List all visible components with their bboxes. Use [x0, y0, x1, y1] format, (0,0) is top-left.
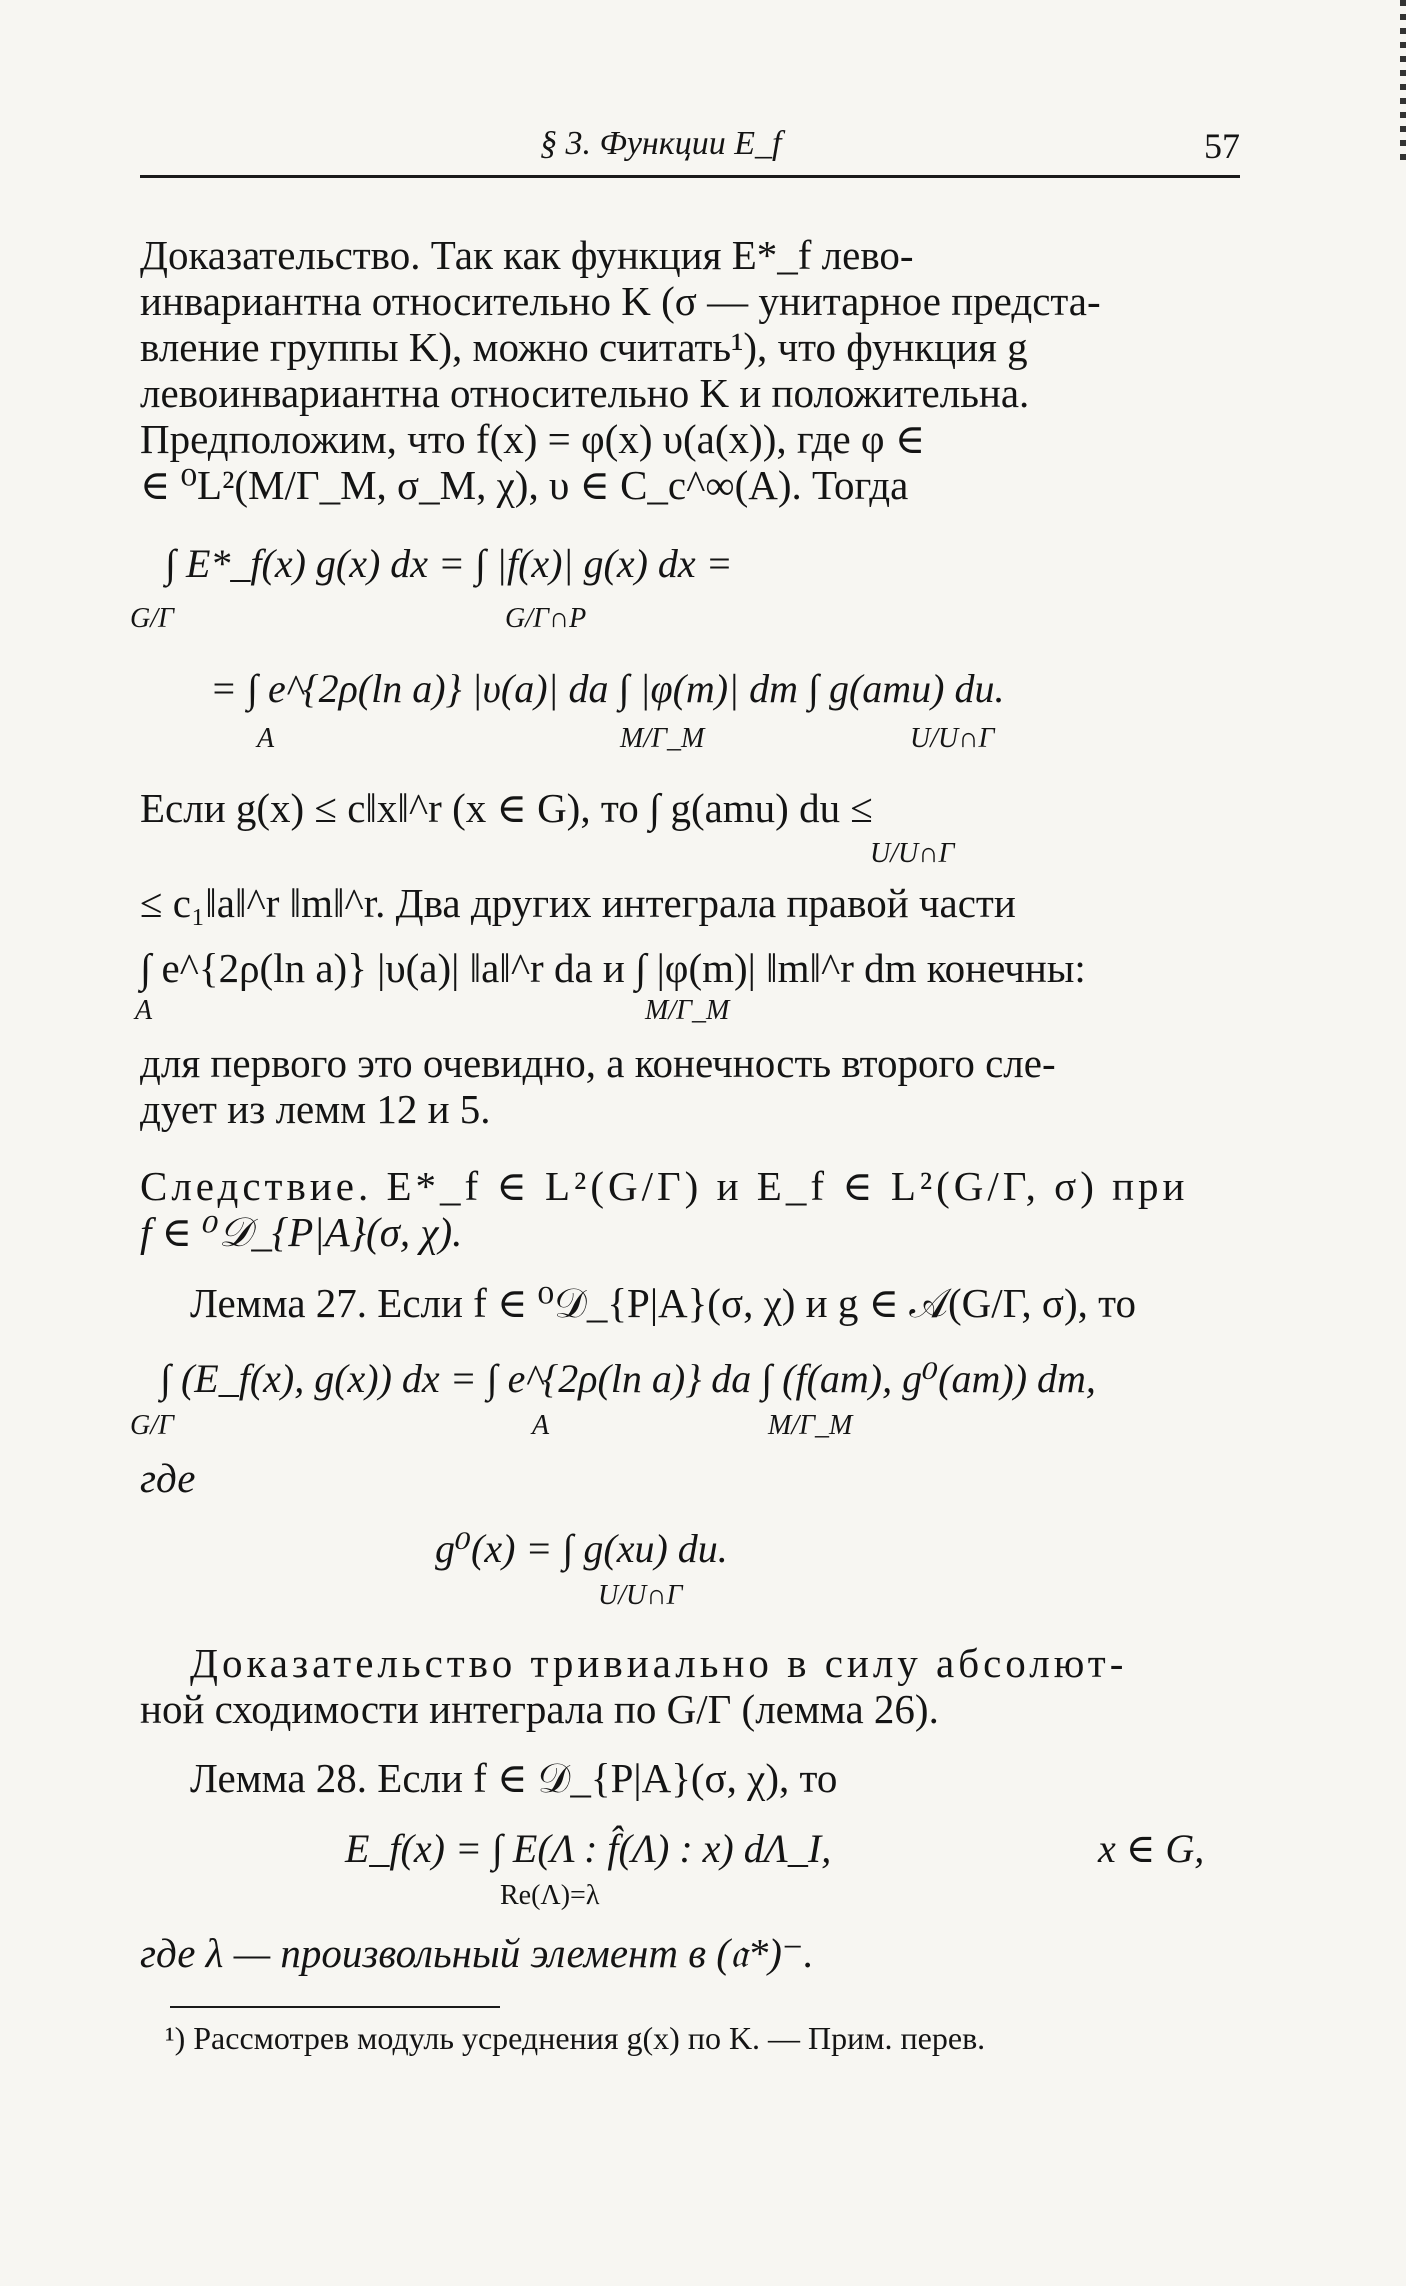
text-line: вление группы K), можно считать¹), что функция g	[140, 324, 1028, 370]
integral-limit: M/Γ_M	[620, 723, 705, 754]
integral-limit: A	[257, 723, 275, 754]
lemma-statement: Лемма 27. Если f ∈ ⁰𝒟_{P|A}(σ, χ) и g ∈ 𝒜(G/Γ, σ), то	[190, 1280, 1137, 1326]
text-line: инвариантна относительно K (σ — унитарное предста-	[140, 278, 1101, 324]
text-line: для первого это очевидно, а конечность второго сле-	[140, 1040, 1056, 1086]
integral-limit: A	[532, 1410, 550, 1441]
text-line: Если g(x) ≤ c‖x‖^r (x ∈ G), то ∫ g(amu) du ≤	[140, 785, 873, 831]
text-line: ∫ e^{2ρ(ln a)} |υ(a)| ‖a‖^r da и ∫ |φ(m)| ‖m‖^r dm конечны:	[140, 945, 1086, 991]
integral-limit: G/Γ	[130, 1410, 174, 1441]
integral-limit: Re(Λ)=λ	[500, 1880, 600, 1911]
text-line: Предположим, что f(x) = φ(x) υ(a(x)), где φ ∈	[140, 416, 926, 462]
integral-limit: M/Γ_M	[645, 995, 730, 1026]
text-line: где λ — произвольный элемент в (𝔞*)⁻.	[140, 1930, 814, 1976]
formula-condition: x ∈ G,	[1098, 1826, 1205, 1871]
text-line: левоинвариантна относительно K и положительна.	[140, 370, 1030, 416]
page-number: 57	[1204, 126, 1240, 166]
footnote-rule	[170, 2006, 500, 2008]
lemma-statement: Лемма 28. Если f ∈ 𝒟_{P|A}(σ, χ), то	[190, 1755, 838, 1801]
scan-edge-mark	[1400, 0, 1406, 160]
text-line: ной сходимости интеграла по G/Γ (лемма 26).	[140, 1686, 939, 1732]
text-line: дует из лемм 12 и 5.	[140, 1086, 491, 1132]
integral-limit: A	[135, 995, 153, 1026]
text-line: f ∈ ⁰𝒟_{P|A}(σ, χ).	[140, 1209, 463, 1255]
text-line: Доказательство тривиально в силу абсолют-	[190, 1640, 1128, 1686]
integral-limit: U/U∩Γ	[598, 1580, 683, 1611]
text-line: ≤ c₁‖a‖^r ‖m‖^r. Два других интеграла правой части	[140, 880, 1016, 926]
text-line: Доказательство. Так как функция E*_f лево-	[140, 232, 914, 278]
integral-limit: G/Γ	[130, 603, 174, 634]
text-line: где	[140, 1455, 196, 1501]
integral-limit: M/Γ_M	[768, 1410, 853, 1441]
text-line: Следствие. E*_f ∈ L²(G/Γ) и E_f ∈ L²(G/Γ, σ) при	[140, 1163, 1189, 1209]
integral-limit: U/U∩Γ	[870, 838, 955, 869]
page-header	[140, 125, 1240, 178]
formula-line: = ∫ e^{2ρ(ln a)} |υ(a)| da ∫ |φ(m)| dm ∫ g(amu) du.	[210, 666, 1005, 711]
footnote: ¹) Рассмотрев модуль усреднения g(x) по K. — Прим. перев.	[165, 2020, 986, 2056]
formula-line: ∫ E*_f(x) g(x) dx = ∫ |f(x)| g(x) dx =	[165, 541, 733, 586]
integral-limit: G/Γ∩P	[505, 603, 587, 634]
integral-limit: U/U∩Γ	[910, 723, 995, 754]
formula-line: E_f(x) = ∫ E(Λ : f̂(Λ) : x) dΛ_I,	[345, 1826, 832, 1871]
formula-line: ∫ (E_f(x), g(x)) dx = ∫ e^{2ρ(ln a)} da ∫ (f(am), g⁰(am)) dm,	[160, 1356, 1096, 1401]
text-line: ∈ ⁰L²(M/Γ_M, σ_M, χ), υ ∈ C_c^∞(A). Тогда	[140, 462, 909, 508]
running-title: § 3. Функции E_f	[540, 125, 782, 162]
formula-line: g⁰(x) = ∫ g(xu) du.	[435, 1526, 728, 1571]
